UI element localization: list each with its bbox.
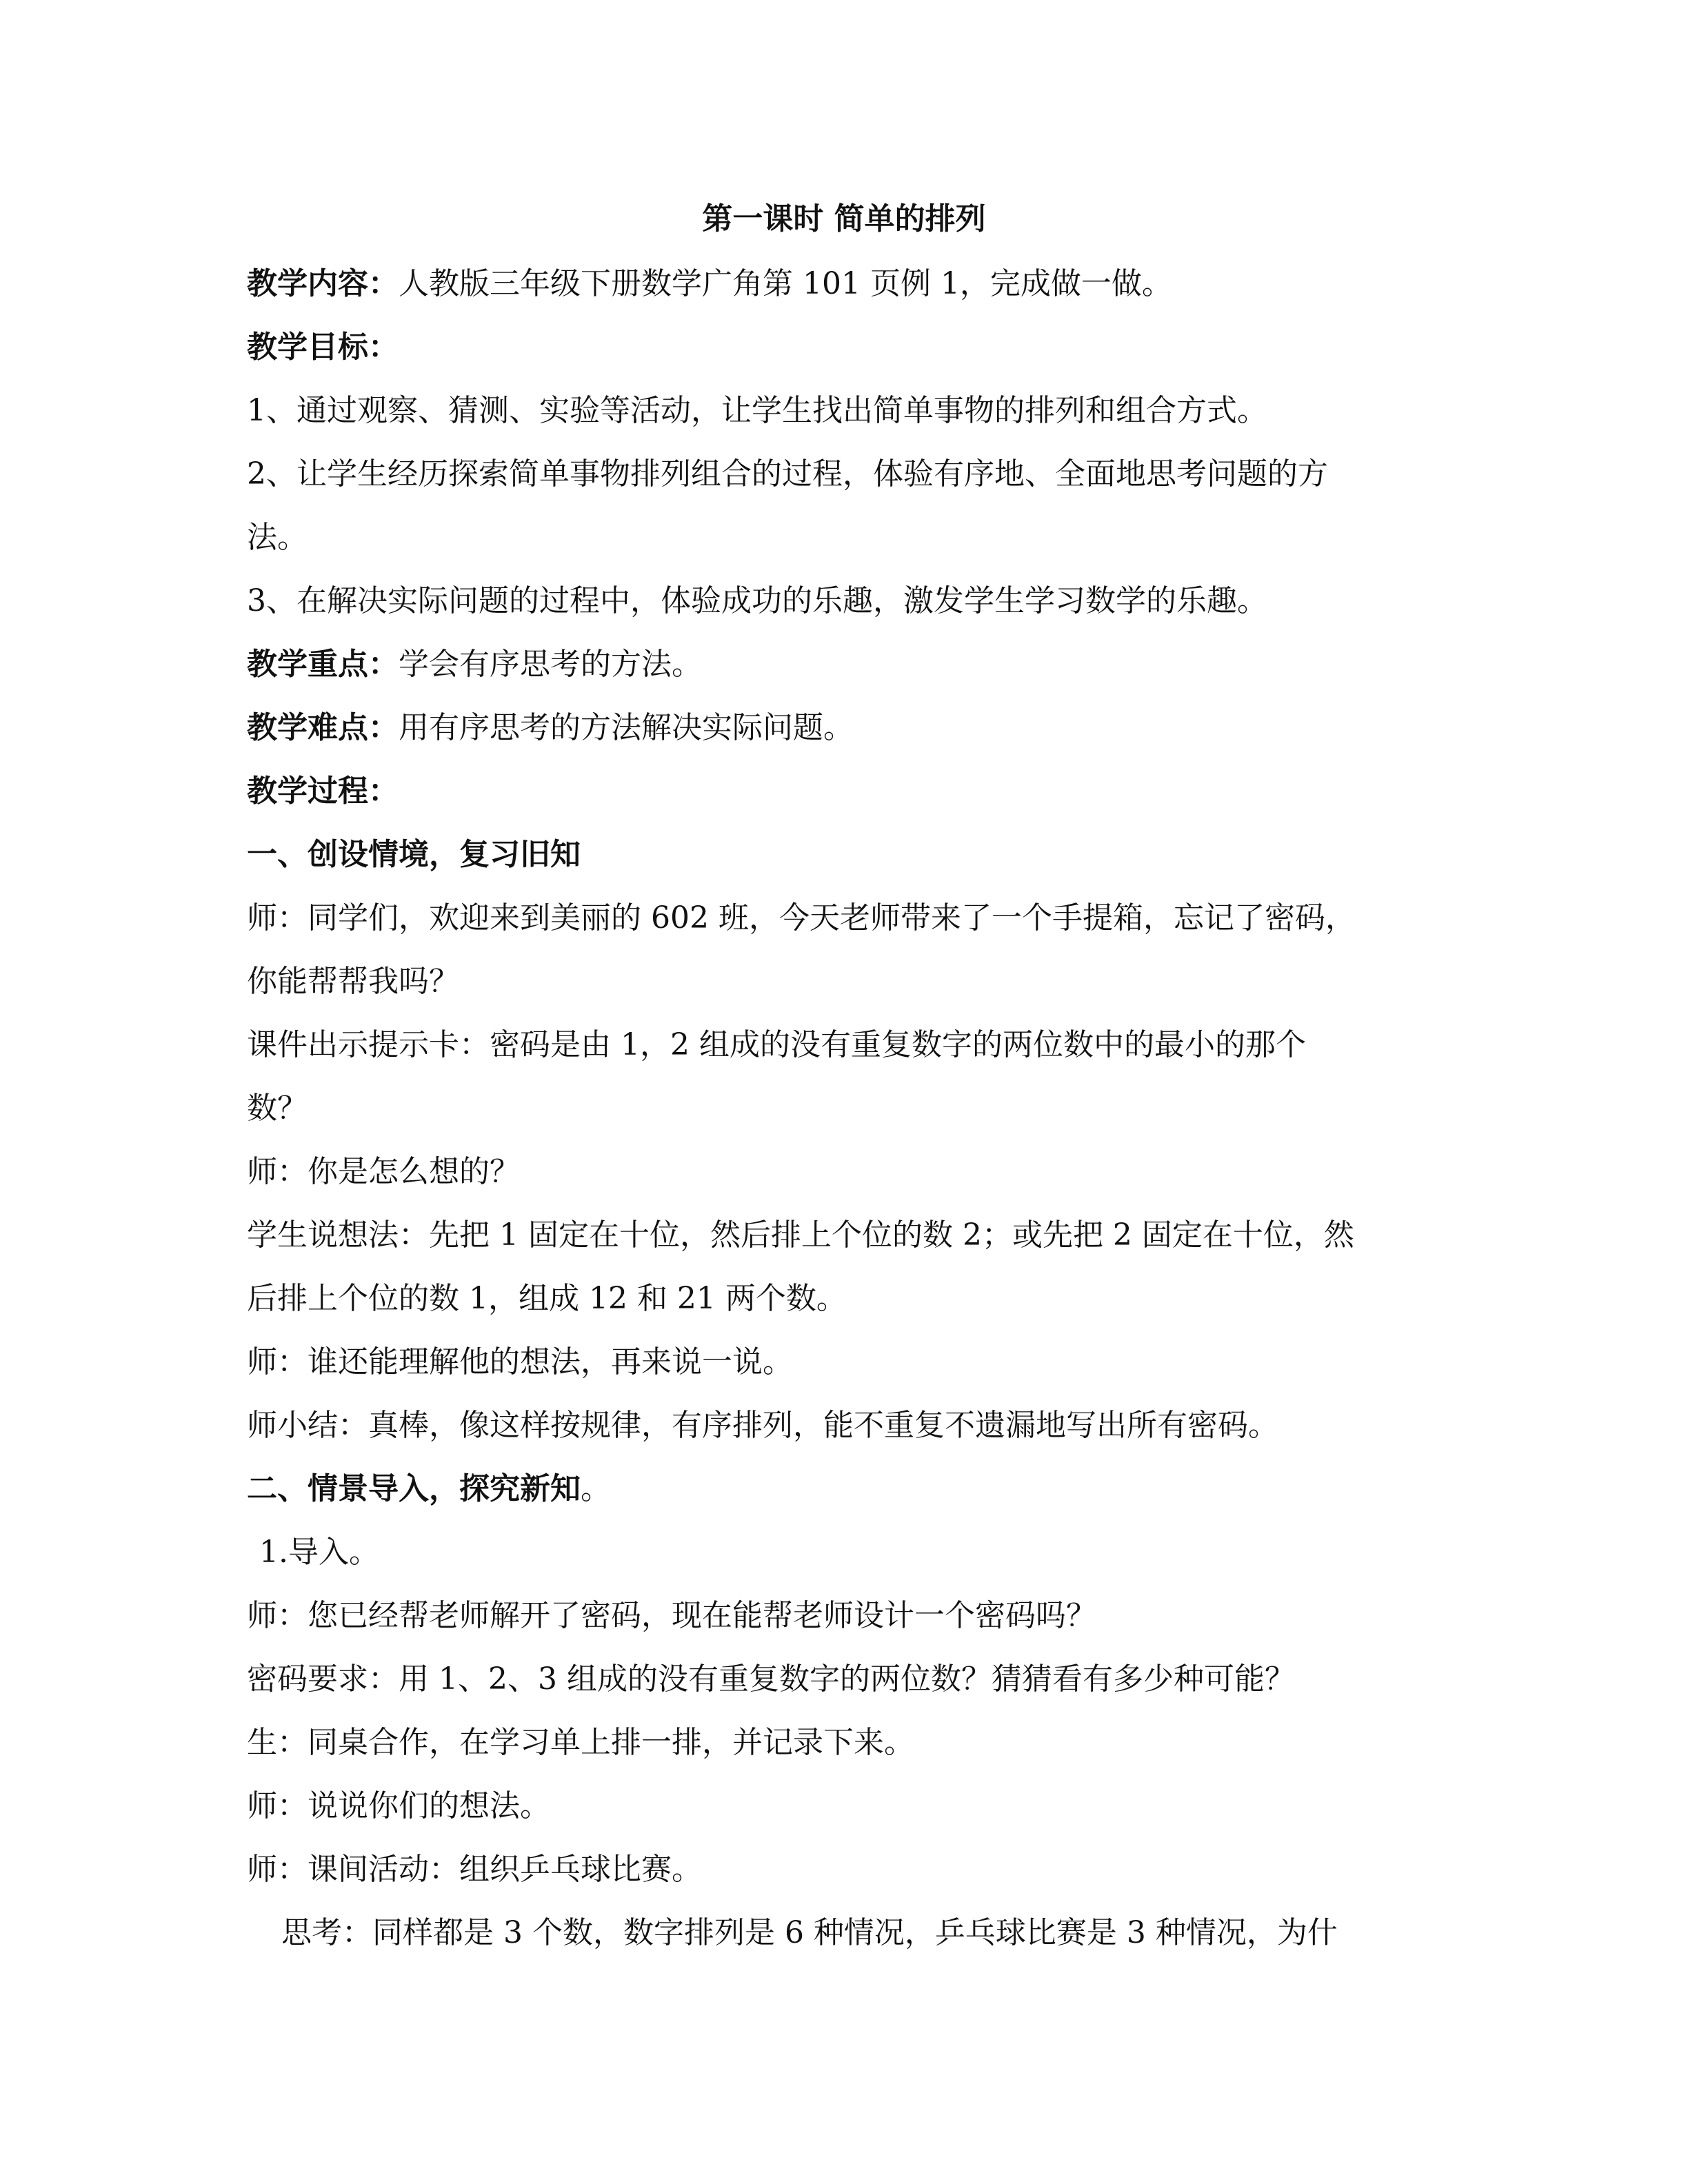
paragraph-line: [247, 1594, 1460, 1638]
line-text: 2、让学生经历探索简单事物排列组合的过程，体验有序地、全面地思考问题的方: [247, 456, 1328, 492]
goal-3-line: [247, 579, 1460, 623]
paragraph-line: [247, 1848, 1460, 1892]
paragraph-line: [247, 1404, 1460, 1448]
line-text: 数？: [247, 1091, 308, 1126]
goal-1-line: [247, 389, 1460, 433]
paragraph-line: [247, 1277, 1460, 1321]
line-text: 用有序思考的方法解决实际问题。: [399, 710, 854, 745]
line-text: 后排上个位的数 1，组成 12 和 21 两个数。: [247, 1281, 847, 1316]
line-text: 你能帮帮我吗？: [247, 964, 459, 999]
section-2-heading: [247, 1467, 1460, 1511]
line-text: 学生说想法：先把 1 固定在十位，然后排上个位的数 2；或先把 2 固定在十位，然: [247, 1217, 1354, 1253]
paragraph-line: [247, 1340, 1460, 1384]
line-text: 密码要求：用 1、2、3 组成的没有重复数字的两位数？猜猜看有多少种可能？: [247, 1661, 1295, 1697]
paragraph-line: [247, 1150, 1460, 1194]
page-title: 第一课时 简单的排列: [702, 201, 986, 236]
paragraph-line: [247, 1023, 1460, 1067]
line-text: 师：说说你们的想法。: [247, 1788, 550, 1823]
goal-2-continuation: [247, 516, 1460, 560]
line-label: 教学过程：: [247, 774, 399, 809]
teaching-content-line: [247, 262, 1460, 306]
line-label: 一、创设情境，复习旧知: [247, 837, 581, 872]
line-text: 3、在解决实际问题的过程中，体验成功的乐趣，激发学生学习数学的乐趣。: [247, 583, 1267, 618]
line-text: 师小结：真棒，像这样按规律，有序排列，能不重复不遗漏地写出所有密码。: [247, 1408, 1278, 1443]
line-text: 思考：同样都是 3 个数，数字排列是 6 种情况，乒乓球比赛是 3 种情况，为什: [281, 1915, 1338, 1950]
line-text: 师：同学们，欢迎来到美丽的 602 班，今天老师带来了一个手提箱，忘记了密码，: [247, 900, 1356, 936]
paragraph-line: [281, 1911, 1495, 1955]
line-text: 学会有序思考的方法。: [399, 647, 702, 682]
line-text: 师：你是怎么想的？: [247, 1154, 520, 1189]
paragraph-line: [247, 1086, 1460, 1131]
section-1-heading: [247, 833, 1460, 877]
line-text: 生：同桌合作，在学习单上排一排，并记录下来。: [247, 1725, 914, 1760]
paragraph-line: [247, 960, 1460, 1004]
line-text: 1.导入。: [259, 1535, 379, 1570]
line-text: 课件出示提示卡：密码是由 1，2 组成的没有重复数字的两位数中的最小的那个: [247, 1027, 1306, 1062]
line-text: 。: [581, 1471, 611, 1506]
line-label: 教学重点：: [247, 647, 399, 682]
line-text: 人教版三年级下册数学广角第 101 页例 1，完成做一做。: [399, 266, 1172, 301]
line-text: 1、通过观察、猜测、实验等活动，让学生找出简单事物的排列和组合方式。: [247, 393, 1267, 428]
line-text: 师：谁还能理解他的想法，再来说一说。: [247, 1344, 793, 1379]
line-text: 师：课间活动：组织乒乓球比赛。: [247, 1852, 702, 1887]
process-heading: [247, 769, 1460, 813]
key-point-line: [247, 643, 1460, 687]
line-label: 教学内容：: [247, 266, 399, 301]
paragraph-line: [247, 896, 1460, 940]
line-label: 二、情景导入，探究新知: [247, 1471, 581, 1506]
difficulty-line: [247, 706, 1460, 750]
paragraph-line: [247, 1213, 1460, 1257]
line-text: 师：您已经帮老师解开了密码，现在能帮老师设计一个密码吗？: [247, 1598, 1096, 1633]
subsection-1-line: [259, 1530, 1473, 1575]
line-text: 法。: [247, 520, 308, 555]
paragraph-line: [247, 1657, 1460, 1701]
teaching-goals-heading: [247, 325, 1460, 370]
paragraph-line: [247, 1784, 1460, 1828]
line-label: 教学目标：: [247, 330, 399, 365]
paragraph-line: [247, 1721, 1460, 1765]
goal-2-line: [247, 452, 1460, 496]
line-label: 教学难点：: [247, 710, 399, 745]
